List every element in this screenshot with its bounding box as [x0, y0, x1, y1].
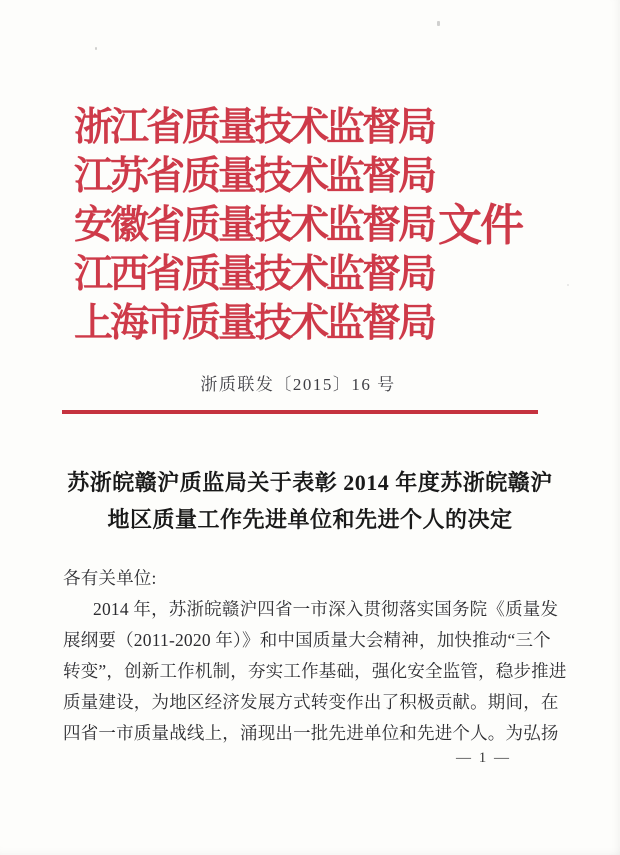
- scan-speck: [95, 47, 97, 50]
- bureau-line-zhejiang: 浙江省质量技术监督局: [74, 106, 435, 149]
- body-line: 质量建设，为地区经济发展方式转变作出了积极贡献。期间，在: [63, 692, 559, 712]
- doc-reference-number: 浙质联发〔2015〕16 号: [200, 375, 396, 394]
- doc-type-label: 文件: [438, 201, 522, 250]
- page-number: — 1 —: [456, 750, 511, 766]
- document-body: [63, 563, 567, 749]
- red-divider-rule: [62, 410, 538, 414]
- body-line: 展纲要（2011-2020 年）》和中国质量大会精神，加快推动“三个: [63, 630, 551, 650]
- red-letterhead: [74, 103, 434, 348]
- bureau-line-shanghai: 上海市质量技术监督局: [74, 302, 435, 345]
- scan-speck: [567, 284, 569, 286]
- salutation: 各有关单位:: [63, 568, 157, 588]
- scan-speck: [437, 21, 440, 26]
- document-title-line-2: 地区质量工作先进单位和先进个人的决定: [107, 507, 513, 532]
- bureau-line-anhui: 安徽省质量技术监督局: [74, 204, 435, 247]
- document-title: [30, 464, 590, 538]
- bureau-line-jiangxi: 江西省质量技术监督局: [74, 253, 435, 296]
- body-line: 2014 年，苏浙皖赣沪四省一市深入贯彻落实国务院《质量发: [93, 599, 559, 619]
- bureau-line-jiangsu: 江苏省质量技术监督局: [74, 155, 435, 198]
- body-line: 四省一市质量战线上，涌现出一批先进单位和先进个人。为弘扬: [63, 723, 559, 743]
- document-title-line-1: 苏浙皖赣沪质监局关于表彰 2014 年度苏浙皖赣沪: [67, 470, 553, 495]
- body-line: 转变”，创新工作机制，夯实工作基础，强化安全监管，稳步推进: [63, 661, 567, 681]
